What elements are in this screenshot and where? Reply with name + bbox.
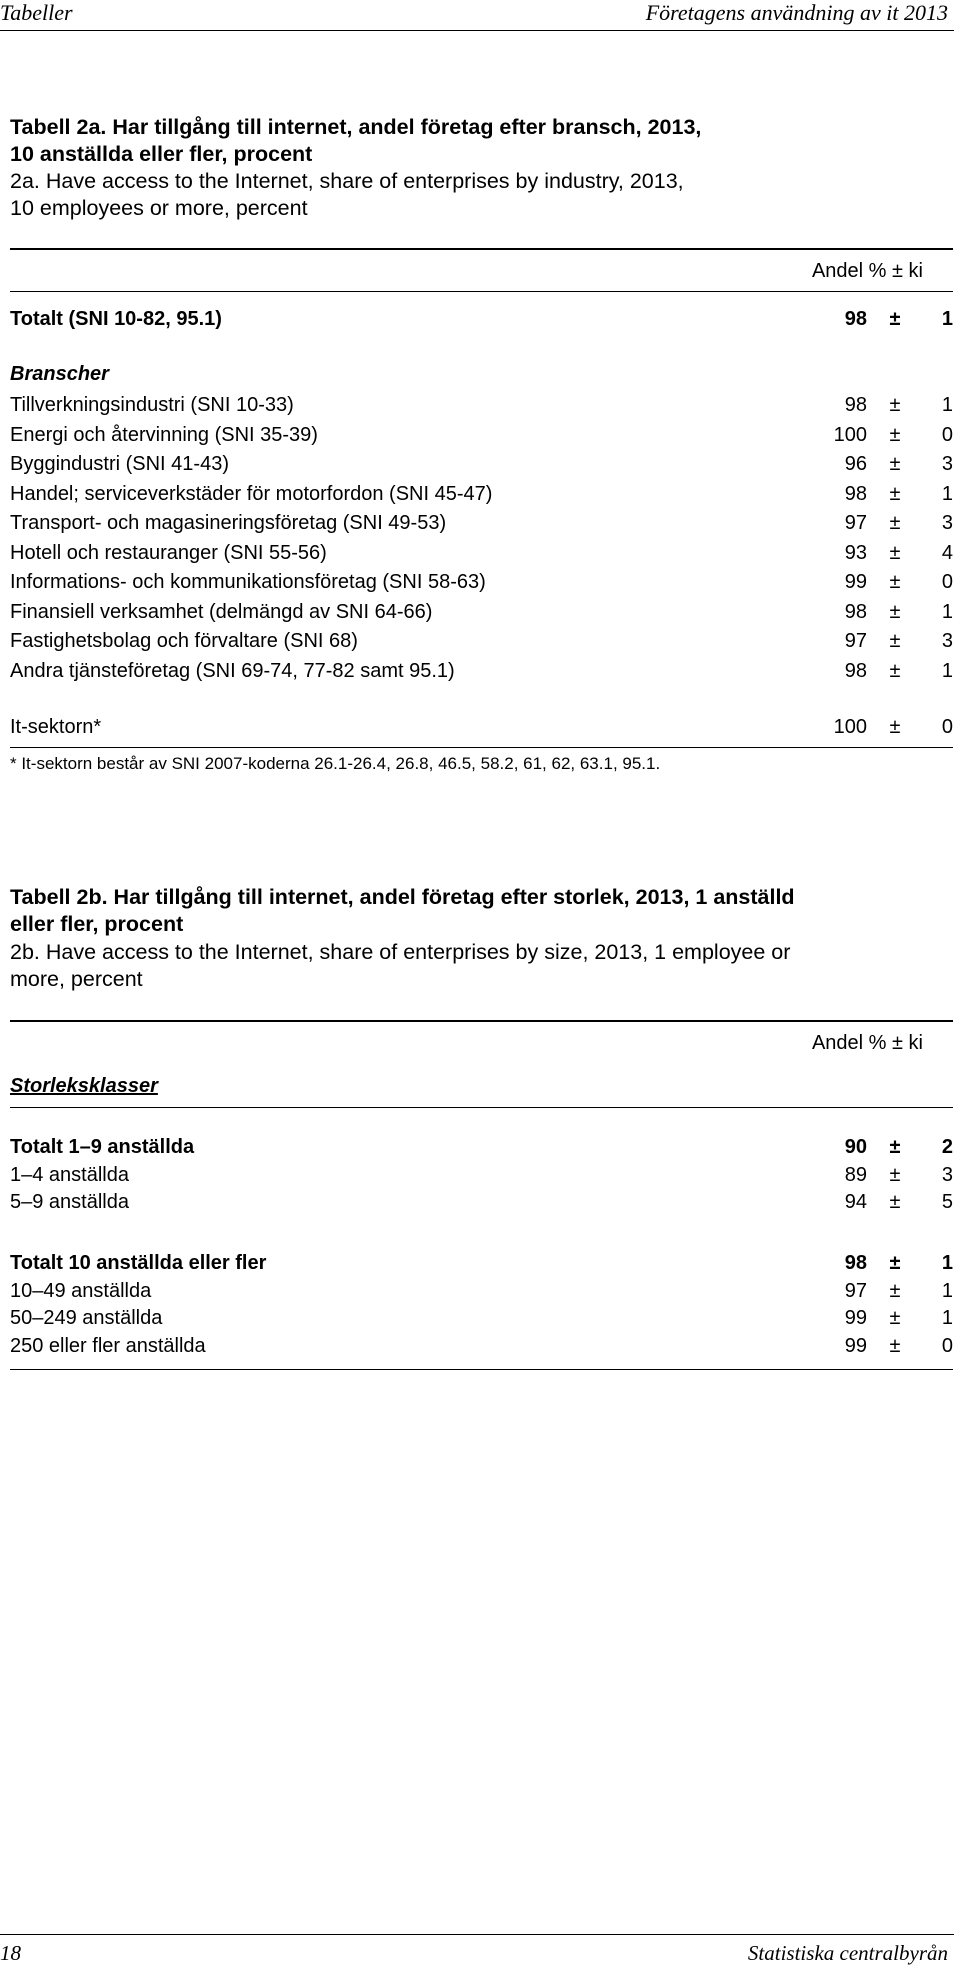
- row-label: Totalt 10 anställda eller fler: [10, 1252, 267, 1274]
- header-publication: Företagens användning av it 2013: [645, 0, 948, 25]
- table-row: [10, 483, 953, 509]
- table-2b-title-text: Har tillgång till internet, andel företag efter storlek, 2013, 1 anställd: [107, 885, 795, 909]
- table-2a-title-line2: 10 anställda eller fler, procent: [10, 142, 313, 166]
- row-plusminus: ±: [889, 1334, 901, 1357]
- table-2b-bottom-rule: [10, 1369, 953, 1370]
- row-plusminus: ±: [889, 659, 901, 682]
- row-plusminus: ±: [889, 1163, 901, 1186]
- table-2b-header-rule: [10, 1107, 953, 1108]
- row-label: Transport- och magasineringsföretag (SNI 49-53): [10, 512, 447, 534]
- row-value: 93: [844, 541, 867, 564]
- table-row: [10, 1335, 953, 1361]
- row-label: Totalt (SNI 10-82, 95.1): [10, 308, 222, 330]
- table-row: [10, 1164, 953, 1190]
- table-2a-subtitle: [10, 168, 684, 222]
- row-ci: 2: [941, 1136, 953, 1158]
- row-ci: 0: [941, 716, 953, 738]
- row-value: 98: [844, 600, 867, 623]
- row-plusminus: ±: [889, 512, 901, 534]
- footer-publisher: Statistiska centralbyrån: [747, 1941, 948, 1965]
- row-label: Energi och återvinning (SNI 35-39): [10, 423, 318, 446]
- row-plusminus: ±: [889, 1136, 901, 1158]
- table-row: [10, 1191, 953, 1217]
- row-value: 89: [844, 1163, 867, 1186]
- row-label: It-sektorn*: [10, 716, 102, 738]
- row-value: 100: [833, 716, 867, 738]
- row-ci: 1: [941, 308, 953, 330]
- row-label: Fastighetsbolag och förvaltare (SNI 68): [10, 630, 358, 652]
- table-2a-footnote: * It-sektorn består av SNI 2007-koderna 26.1-26.4, 26.8, 46.5, 58.2, 61, 62, 63.1, 95.1.: [10, 754, 661, 773]
- row-plusminus: ±: [889, 423, 901, 446]
- row-ci: 5: [941, 1191, 953, 1213]
- row-ci: 3: [941, 1163, 953, 1186]
- row-value: 97: [844, 512, 867, 534]
- row-ci: 1: [941, 659, 953, 682]
- row-ci: 3: [941, 512, 953, 534]
- table-2b-label: Tabell 2b.: [10, 885, 108, 909]
- table-2b-section-label: Storleksklasser: [10, 1075, 158, 1097]
- row-label: 10–49 anställda: [10, 1279, 152, 1302]
- row-plusminus: ±: [889, 716, 901, 738]
- row-value: 94: [844, 1191, 867, 1213]
- row-plusminus: ±: [889, 600, 901, 623]
- row-label: 50–249 anställda: [10, 1307, 163, 1329]
- table-2b-subtitle: [10, 939, 790, 993]
- table-2a-header-rule: [10, 291, 953, 292]
- table-row: [10, 660, 953, 686]
- row-label: Byggindustri (SNI 41-43): [10, 453, 229, 475]
- table-2a-subtitle-line1: 2a. Have access to the Internet, share of enterprises by industry, 2013,: [10, 169, 684, 193]
- table-2b-title: [10, 884, 795, 938]
- table-2a-title: [10, 114, 701, 168]
- table-2a-total-row: [10, 308, 953, 334]
- table-2a-title-text: Har tillgång till internet, andel företag efter bransch, 2013,: [106, 115, 702, 139]
- row-value: 98: [844, 308, 867, 330]
- row-plusminus: ±: [889, 1279, 901, 1302]
- row-ci: 0: [941, 1334, 953, 1357]
- table-row: [10, 601, 953, 627]
- row-value: 99: [844, 571, 867, 593]
- row-ci: 1: [941, 482, 953, 505]
- row-plusminus: ±: [889, 630, 901, 652]
- row-plusminus: ±: [889, 394, 901, 416]
- table-2a-subtitle-line2: 10 employees or more, percent: [10, 196, 308, 220]
- table-2b-column-header: Andel % ± ki: [811, 1032, 923, 1054]
- table-row: [10, 1252, 953, 1278]
- table-2b-subtitle-line1: 2b. Have access to the Internet, share of enterprises by size, 2013, 1 employee or: [10, 940, 791, 964]
- table-2a-label: Tabell 2a.: [10, 115, 107, 139]
- table-row: [10, 394, 953, 420]
- row-value: 90: [844, 1136, 867, 1158]
- table-2a-column-header: Andel % ± ki: [811, 260, 923, 282]
- table-2a-section-label: Branscher: [10, 363, 109, 385]
- table-2b-top-rule: [10, 1020, 953, 1022]
- header-section: Tabeller: [0, 0, 73, 25]
- row-label: 5–9 anställda: [10, 1191, 129, 1213]
- row-value: 98: [844, 659, 867, 682]
- table-row: [10, 1307, 953, 1333]
- row-plusminus: ±: [889, 1307, 901, 1329]
- row-label: Handel; serviceverkstäder för motorfordon (SNI 45-47): [10, 482, 493, 505]
- row-ci: 1: [941, 600, 953, 623]
- table-row: [10, 571, 953, 597]
- row-value: 97: [844, 630, 867, 652]
- table-row: [10, 512, 953, 538]
- row-label: Informations- och kommunikationsföretag (SNI 58-63): [10, 571, 486, 593]
- row-label: Hotell och restauranger (SNI 55-56): [10, 541, 327, 564]
- row-ci: 1: [941, 1252, 953, 1274]
- page-header: [0, 0, 960, 30]
- row-label: Tillverkningsindustri (SNI 10-33): [10, 394, 294, 416]
- row-label: Andra tjänsteföretag (SNI 69-74, 77-82 samt 95.1): [10, 659, 455, 682]
- table-2b-subtitle-line2: more, percent: [10, 967, 143, 991]
- table-row: [10, 630, 953, 656]
- row-plusminus: ±: [889, 1191, 901, 1213]
- table-2b-title-line2: eller fler, procent: [10, 912, 184, 936]
- table-row: [10, 424, 953, 450]
- row-label: 1–4 anställda: [10, 1163, 129, 1186]
- row-value: 96: [844, 453, 867, 475]
- table-row: [10, 1136, 953, 1162]
- table-2a-top-rule: [10, 248, 953, 250]
- row-ci: 1: [941, 394, 953, 416]
- row-plusminus: ±: [889, 482, 901, 505]
- row-ci: 0: [941, 423, 953, 446]
- row-value: 98: [844, 482, 867, 505]
- row-ci: 4: [941, 541, 953, 564]
- table-2a-it-sector-row: [10, 716, 953, 742]
- row-plusminus: ±: [889, 1252, 901, 1274]
- footer-rule: [0, 1934, 954, 1935]
- row-value: 98: [844, 394, 867, 416]
- row-plusminus: ±: [889, 308, 901, 330]
- row-ci: 3: [941, 453, 953, 475]
- table-row: [10, 1280, 953, 1306]
- table-row: [10, 542, 953, 568]
- row-plusminus: ±: [889, 453, 901, 475]
- row-ci: 1: [941, 1279, 953, 1302]
- page-number: 18: [0, 1941, 21, 1965]
- row-plusminus: ±: [889, 541, 901, 564]
- row-label: Finansiell verksamhet (delmängd av SNI 64-66): [10, 600, 433, 623]
- table-2a-bottom-rule: [10, 747, 953, 748]
- row-value: 100: [833, 423, 867, 446]
- row-value: 97: [844, 1279, 867, 1302]
- row-value: 98: [844, 1252, 867, 1274]
- row-label: Totalt 1–9 anställda: [10, 1136, 195, 1158]
- table-row: [10, 453, 953, 479]
- row-ci: 3: [941, 630, 953, 652]
- row-plusminus: ±: [889, 571, 901, 593]
- row-label: 250 eller fler anställda: [10, 1334, 206, 1357]
- header-rule: [0, 30, 954, 31]
- row-value: 99: [844, 1334, 867, 1357]
- row-value: 99: [844, 1307, 867, 1329]
- row-ci: 1: [941, 1307, 953, 1329]
- row-ci: 0: [941, 571, 953, 593]
